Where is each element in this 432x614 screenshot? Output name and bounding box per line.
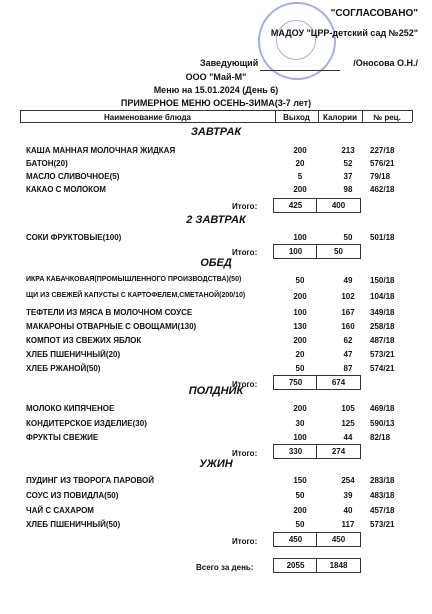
total-out: 750 xyxy=(273,375,318,390)
dish-name: БАТОН(20) xyxy=(26,159,68,168)
dish-rec: 462/18 xyxy=(370,185,395,194)
col-header-cal: Калории xyxy=(322,113,357,122)
dish-out: 50 xyxy=(295,491,305,500)
dish-name: МАСЛО СЛИВОЧНОЕ(5) xyxy=(26,172,120,181)
head-label: Заведующий xyxy=(200,58,259,68)
dish-name: ХЛЕБ ПШЕНИЧНЫЙ(50) xyxy=(26,520,121,529)
dish-name: ХЛЕБ ПШЕНИЧНЫЙ(20) xyxy=(26,350,121,359)
total-out: 100 xyxy=(273,244,318,259)
dish-name: МАКАРОНЫ ОТВАРНЫЕ С ОВОЩАМИ(130) xyxy=(26,322,197,331)
dish-out: 30 xyxy=(295,419,305,428)
dish-name: МОЛОКО КИПЯЧЕНОЕ xyxy=(26,404,115,413)
dish-out: 50 xyxy=(295,364,305,373)
dish-name: СОУС ИЗ ПОВИДЛА(50) xyxy=(26,491,119,500)
dish-name: КАША МАННАЯ МОЛОЧНАЯ ЖИДКАЯ xyxy=(26,146,176,155)
head-name: /Оносова О.Н./ xyxy=(353,58,418,68)
dish-cal: 102 xyxy=(341,292,355,301)
section-title-dinner: УЖИН xyxy=(199,458,233,470)
dish-out: 200 xyxy=(293,404,307,413)
dish-out: 100 xyxy=(293,233,307,242)
dish-rec: 457/18 xyxy=(370,506,395,515)
dish-out: 50 xyxy=(295,520,305,529)
dish-cal: 160 xyxy=(341,322,355,331)
total-label: Итого: xyxy=(232,202,258,211)
dish-name: ПУДИНГ ИЗ ТВОРОГА ПАРОВОЙ xyxy=(26,476,154,485)
section-title-snack: ПОЛДНИК xyxy=(188,385,244,397)
dish-name: КОМПОТ ИЗ СВЕЖИХ ЯБЛОК xyxy=(26,336,142,345)
dish-cal: 98 xyxy=(343,185,353,194)
menu-title: ПРИМЕРНОЕ МЕНЮ ОСЕНЬ-ЗИМА(3-7 лет) xyxy=(120,98,312,108)
dish-out: 20 xyxy=(295,159,305,168)
dish-rec: 574/21 xyxy=(370,364,395,373)
dish-cal: 87 xyxy=(343,364,353,373)
dish-name: ХЛЕБ РЖАНОЙ(50) xyxy=(26,364,101,373)
dish-out: 100 xyxy=(293,308,307,317)
dish-cal: 39 xyxy=(343,491,353,500)
dish-rec: 227/18 xyxy=(370,146,395,155)
dish-name: КОНДИТЕРСКОЕ ИЗДЕЛИЕ(30) xyxy=(26,419,147,428)
dish-name: КАКАО С МОЛОКОМ xyxy=(26,185,106,194)
dish-cal: 105 xyxy=(341,404,355,413)
total-label: Итого: xyxy=(232,248,258,257)
dish-cal: 167 xyxy=(341,308,355,317)
dish-name: ТЕФТЕЛИ ИЗ МЯСА В МОЛОЧНОМ СОУСЕ xyxy=(26,308,193,317)
table-header-line xyxy=(20,122,412,123)
dish-rec: 573/21 xyxy=(370,520,395,529)
dish-out: 130 xyxy=(293,322,307,331)
dish-rec: 82/18 xyxy=(370,433,391,442)
total-out: 425 xyxy=(273,198,318,213)
dish-name: ИКРА КАБАЧКОВАЯ(ПРОМЫШЛЕННОГО ПРОИЗВОДСТВА)(50) xyxy=(26,276,242,283)
dish-name: ЧАЙ С САХАРОМ xyxy=(26,506,94,515)
total-cal: 400 xyxy=(316,198,361,213)
day-total-cal: 1848 xyxy=(316,558,361,573)
signature-line xyxy=(260,70,340,71)
col-header-name: Наименование блюда xyxy=(104,113,191,122)
dish-cal: 40 xyxy=(343,506,353,515)
dish-cal: 125 xyxy=(341,419,355,428)
dish-out: 150 xyxy=(293,476,307,485)
dish-rec: 501/18 xyxy=(370,233,395,242)
section-title-lunch: ОБЕД xyxy=(200,257,232,269)
col-header-out: Выход xyxy=(283,113,310,122)
dish-out: 100 xyxy=(293,433,307,442)
total-cal: 450 xyxy=(316,532,361,547)
dish-out: 20 xyxy=(295,350,305,359)
dish-name: ЩИ ИЗ СВЕЖЕЙ КАПУСТЫ С КАРТОФЕЛЕМ,СМЕТАНОЙ(200/10) xyxy=(26,292,246,299)
dish-out: 200 xyxy=(293,292,307,301)
dish-cal: 117 xyxy=(341,520,355,529)
dish-cal: 44 xyxy=(343,433,353,442)
dish-cal: 50 xyxy=(343,233,353,242)
table-top-line xyxy=(20,110,412,111)
dish-rec: 487/18 xyxy=(370,336,395,345)
dish-cal: 49 xyxy=(343,276,353,285)
dish-rec: 283/18 xyxy=(370,476,395,485)
org-name: МАДОУ "ЦРР-детский сад №252" xyxy=(270,28,418,38)
menu-date: Меню на 15.01.2024 (День 6) xyxy=(153,85,279,95)
dish-cal: 37 xyxy=(343,172,353,181)
total-label: Итого: xyxy=(232,537,258,546)
dish-rec: 590/13 xyxy=(370,419,395,428)
dish-cal: 213 xyxy=(341,146,355,155)
section-title-breakfast: ЗАВТРАК xyxy=(190,126,242,138)
company-name: ООО "Май-М" xyxy=(185,72,247,82)
dish-out: 200 xyxy=(293,185,307,194)
section-title-breakfast2: 2 ЗАВТРАК xyxy=(186,214,246,226)
day-total-label: Всего за день: xyxy=(196,563,254,572)
dish-rec: 576/21 xyxy=(370,159,395,168)
total-out: 450 xyxy=(273,532,318,547)
total-cal: 50 xyxy=(316,244,361,259)
dish-rec: 104/18 xyxy=(370,292,395,301)
dish-rec: 150/18 xyxy=(370,276,395,285)
dish-out: 200 xyxy=(293,146,307,155)
dish-out: 200 xyxy=(293,336,307,345)
dish-out: 5 xyxy=(297,172,303,181)
dish-rec: 573/21 xyxy=(370,350,395,359)
day-total-out: 2055 xyxy=(273,558,318,573)
col-header-rec: № рец. xyxy=(373,113,401,122)
dish-name: ФРУКТЫ СВЕЖИЕ xyxy=(26,433,99,442)
dish-cal: 47 xyxy=(343,350,353,359)
total-cal: 674 xyxy=(316,375,361,390)
dish-out: 50 xyxy=(295,276,305,285)
dish-out: 200 xyxy=(293,506,307,515)
dish-cal: 52 xyxy=(343,159,353,168)
dish-name: СОКИ ФРУКТОВЫЕ(100) xyxy=(26,233,122,242)
dish-rec: 469/18 xyxy=(370,404,395,413)
dish-rec: 79/18 xyxy=(370,172,391,181)
total-label: Итого: xyxy=(232,449,258,458)
total-out: 330 xyxy=(273,444,318,459)
dish-rec: 483/18 xyxy=(370,491,395,500)
approval-stamp xyxy=(258,2,336,80)
dish-rec: 258/18 xyxy=(370,322,395,331)
total-cal: 274 xyxy=(316,444,361,459)
total-label: Итого: xyxy=(232,380,258,389)
dish-rec: 349/18 xyxy=(370,308,395,317)
approval-title: "СОГЛАСОВАНО" xyxy=(330,8,418,19)
dish-cal: 254 xyxy=(341,476,355,485)
dish-cal: 62 xyxy=(343,336,353,345)
